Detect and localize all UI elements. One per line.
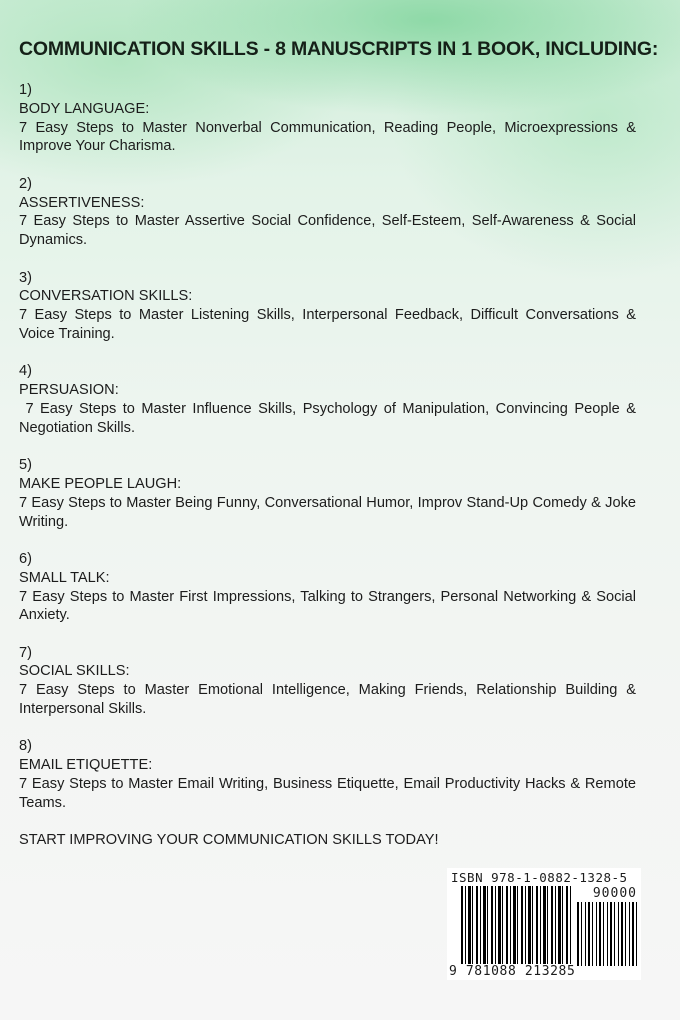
addon-barcode-bars-icon — [577, 902, 637, 966]
manuscript-item — [19, 737, 636, 812]
item-description: 7 Easy Steps to Master Influence Skills, Psychology of Manipulation, Convincing People & Negotiation Skills. — [19, 400, 641, 436]
manuscript-item — [19, 644, 636, 719]
item-description: 7 Easy Steps to Master Email Writing, Business Etiquette, Email Productivity Hacks & Remote Teams. — [19, 776, 636, 811]
item-number: 2) — [19, 175, 32, 192]
item-number: 6) — [19, 550, 32, 567]
manuscript-item — [19, 362, 641, 437]
item-description: 7 Easy Steps to Master First Impressions, Talking to Strangers, Personal Networking & Social Anxiety. — [19, 588, 636, 624]
manuscript-item — [19, 550, 636, 625]
manuscript-item — [19, 175, 636, 250]
item-heading: SOCIAL SKILLS: — [19, 663, 130, 680]
item-number: 7) — [19, 644, 32, 661]
item-heading: MAKE PEOPLE LAUGH: — [19, 475, 182, 492]
item-number: 4) — [19, 363, 32, 380]
item-number: 1) — [19, 82, 32, 98]
item-description: 7 Easy Steps to Master Assertive Social Confidence, Self-Esteem, Self-Awareness & Social Dynamics. — [19, 213, 636, 249]
item-number: 8) — [19, 738, 32, 755]
price-addon-code: 90000 — [592, 886, 637, 901]
isbn-barcode — [447, 868, 641, 980]
manuscript-item — [19, 456, 636, 531]
item-heading: SMALL TALK: — [19, 569, 110, 586]
barcode-bars-icon — [461, 886, 571, 966]
isbn-label: ISBN 978-1-0882-1328-5 — [451, 870, 628, 885]
item-description: 7 Easy Steps to Master Being Funny, Conversational Humor, Improv Stand-Up Comedy & Joke Writing. — [19, 494, 636, 530]
barcode-digits: 9 781088 213285 — [449, 964, 576, 979]
item-number: 3) — [19, 269, 32, 286]
cover-title: COMMUNICATION SKILLS - 8 MANUSCRIPTS IN 1 BOOK, INCLUDING: — [19, 38, 659, 60]
manuscript-item — [19, 269, 636, 344]
call-to-action: START IMPROVING YOUR COMMUNICATION SKILLS TODAY! — [19, 832, 439, 849]
item-heading: BODY LANGUAGE: — [19, 100, 150, 117]
manuscript-item — [19, 81, 636, 156]
item-heading: EMAIL ETIQUETTE: — [19, 757, 153, 774]
item-heading: ASSERTIVENESS: — [19, 194, 145, 211]
item-number: 5) — [19, 457, 32, 474]
item-description: 7 Easy Steps to Master Nonverbal Communication, Reading People, Microexpressions & Improve Your Charisma. — [19, 119, 636, 155]
item-heading: PERSUASION: — [19, 382, 119, 399]
item-description: 7 Easy Steps to Master Emotional Intelligence, Making Friends, Relationship Building & Interpersonal Skills. — [19, 682, 636, 718]
back-cover-text — [19, 38, 659, 850]
item-heading: CONVERSATION SKILLS: — [19, 288, 193, 305]
item-description: 7 Easy Steps to Master Listening Skills, Interpersonal Feedback, Difficult Conversations & Voice Training. — [19, 307, 636, 342]
